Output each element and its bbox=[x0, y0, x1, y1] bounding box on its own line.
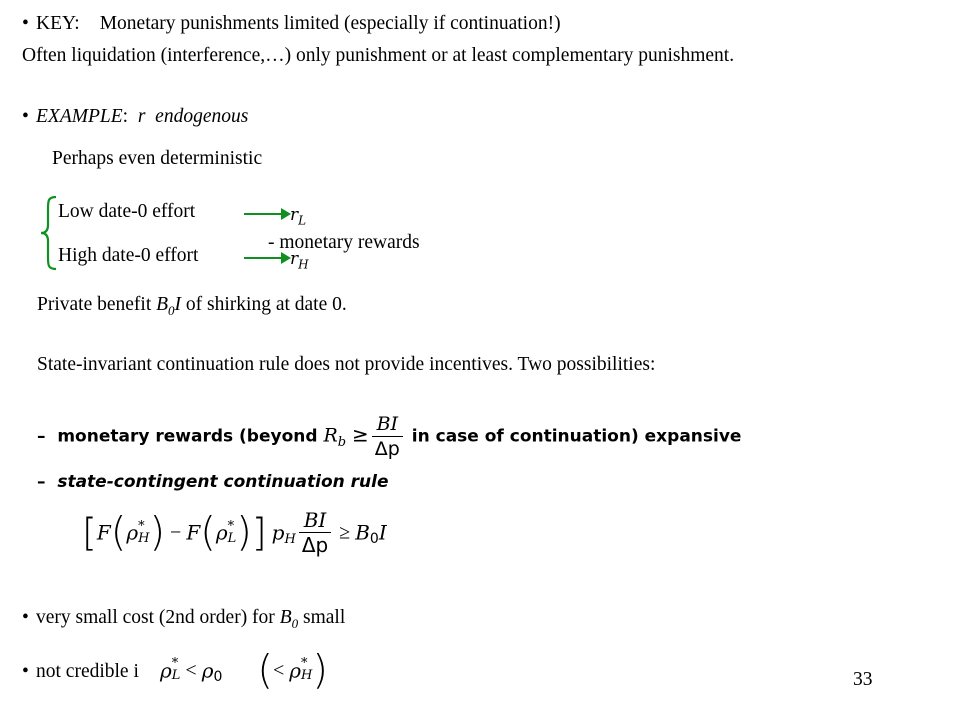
example-var: r bbox=[137, 106, 146, 127]
pb-suffix: of shirking at date 0. bbox=[181, 294, 347, 315]
key-text: Monetary punishments limited (especially if continuation!) bbox=[99, 13, 561, 34]
key-label: KEY: bbox=[36, 13, 80, 34]
rho-l: ρ bbox=[160, 658, 172, 683]
rho-0-sub: 0 bbox=[213, 669, 223, 685]
p-var: p bbox=[271, 520, 285, 545]
bullet: • bbox=[22, 106, 29, 127]
key-line-2: Often liquidation (interference,…) only punishment or at least complementary punishment. bbox=[22, 45, 735, 66]
rho-0: ρ bbox=[201, 658, 214, 683]
example-suffix: endogenous bbox=[155, 106, 249, 127]
lt-symbol: < bbox=[185, 659, 197, 682]
private-benefit-line bbox=[37, 293, 347, 323]
pb-prefix: Private benefit bbox=[37, 294, 157, 315]
f1: F bbox=[96, 520, 111, 545]
r-low-var: r bbox=[290, 205, 299, 225]
i-var: I bbox=[378, 520, 387, 545]
r-high-var: r bbox=[290, 249, 299, 269]
pb-b: B bbox=[156, 294, 169, 315]
p-sub: H bbox=[284, 532, 296, 548]
b0-var: B bbox=[355, 520, 370, 545]
rho-l-subsup bbox=[227, 518, 237, 546]
incentive-inequality bbox=[82, 508, 387, 557]
pb-i: I bbox=[174, 294, 182, 315]
minus: − bbox=[170, 521, 182, 544]
paren-open: ( bbox=[257, 647, 273, 694]
star: * bbox=[138, 518, 145, 534]
example-label: EXAMPLE bbox=[36, 106, 123, 127]
cost-prefix: very small cost (2nd order) for bbox=[36, 607, 280, 628]
frac-num: BI bbox=[376, 413, 399, 435]
monetary-rewards-overlay: - monetary rewards bbox=[268, 232, 420, 253]
cost-b-sub: 0 bbox=[291, 615, 299, 631]
sub-h: H bbox=[138, 530, 150, 546]
bullet: • bbox=[22, 661, 29, 682]
r-low-sub: L bbox=[298, 213, 307, 228]
possibility-2 bbox=[37, 470, 389, 494]
lt-symbol-2: < bbox=[272, 659, 285, 682]
page-number: 33 bbox=[853, 669, 873, 690]
cost-line bbox=[22, 606, 345, 636]
geq-symbol: ≥ bbox=[339, 521, 351, 544]
example-colon: : bbox=[122, 106, 129, 127]
paren-open: ( bbox=[110, 509, 127, 556]
rho-h: ρ bbox=[289, 658, 302, 683]
star: * bbox=[171, 656, 179, 672]
star: * bbox=[301, 656, 308, 672]
pb-b-sub: 0 bbox=[168, 302, 175, 318]
low-arrow-icon bbox=[244, 213, 282, 215]
cost-suffix: small bbox=[298, 607, 346, 628]
curly-brace bbox=[38, 195, 60, 271]
rho-l-subsup bbox=[172, 658, 181, 682]
state-invariant-line: State-invariant continuation rule does not provide incentives. Two possibilities: bbox=[37, 354, 656, 375]
sub-l: L bbox=[171, 668, 181, 684]
example-line bbox=[22, 105, 248, 129]
dash: – bbox=[37, 472, 46, 492]
bullet: • bbox=[22, 607, 29, 628]
paren-open: ( bbox=[200, 509, 216, 556]
frac-den: Δp bbox=[372, 436, 403, 461]
credible-text: not credible i bbox=[36, 661, 139, 682]
rb-var: R bbox=[323, 424, 338, 447]
low-effort-label: Low date-0 effort bbox=[58, 201, 196, 222]
b0-sub: 0 bbox=[369, 531, 379, 548]
f2: F bbox=[186, 520, 201, 545]
r-high-sub: H bbox=[298, 257, 309, 272]
r-low bbox=[290, 203, 306, 232]
frac-den: Δp bbox=[299, 532, 331, 557]
dash: – bbox=[37, 426, 46, 447]
rho-l: ρ bbox=[215, 520, 228, 545]
possibility-1 bbox=[37, 412, 741, 461]
frac-num: BI bbox=[303, 508, 327, 532]
credible-line bbox=[22, 660, 139, 684]
possibility-2-text: state-contingent continuation rule bbox=[57, 472, 389, 492]
cost-b: B bbox=[279, 607, 292, 628]
star: * bbox=[227, 518, 235, 534]
example-subline: Perhaps even deterministic bbox=[52, 148, 263, 169]
possibility-1-after: in case of continuation) expansive bbox=[411, 426, 742, 447]
sub-l: L bbox=[227, 530, 237, 546]
rho-h-subsup bbox=[138, 518, 150, 546]
bi-over-delta-p bbox=[372, 412, 403, 461]
left-bracket: [ bbox=[82, 510, 97, 555]
rb-sub: b bbox=[337, 434, 347, 450]
high-effort-label: High date-0 effort bbox=[58, 245, 199, 266]
rho-h: ρ bbox=[126, 520, 139, 545]
possibility-1-before: monetary rewards (beyond bbox=[57, 426, 318, 447]
bullet: • bbox=[22, 13, 29, 34]
key-line bbox=[22, 12, 561, 36]
paren-close: ) bbox=[312, 647, 328, 694]
geq-symbol: ≥ bbox=[352, 422, 369, 447]
paren-close: ) bbox=[149, 509, 166, 556]
sub-h: H bbox=[301, 668, 313, 684]
credible-math bbox=[160, 647, 328, 694]
right-bracket: ] bbox=[251, 510, 267, 555]
paren-close: ) bbox=[236, 509, 252, 556]
bi-over-delta-p-2 bbox=[299, 508, 331, 557]
rho-h-subsup bbox=[301, 658, 312, 682]
high-arrow-icon bbox=[244, 257, 282, 259]
